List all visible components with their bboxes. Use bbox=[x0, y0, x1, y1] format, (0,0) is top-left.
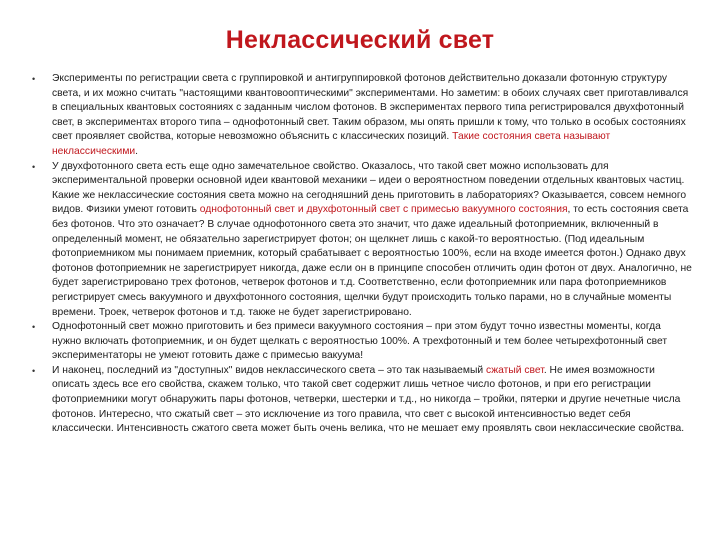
bullet-item-1 bbox=[28, 72, 692, 160]
bullet-item-2 bbox=[28, 160, 692, 321]
highlighted-term: однофотонный свет и двухфотонный свет с примесью вакуумного состояния bbox=[199, 204, 568, 216]
paragraph-text: У двухфотонного света есть еще одно замечательное свойство. Оказалось, что такой свет можно использовать для экспериментальной проверки основной идеи квантовой механики – идеи о вероятностном поведении отдельных квантовых частиц. Какие же неклассические состояния света можно на сегодняшний день приготовить в лабораториях? Оказывается, совсем немного видов. Физики умеют готовить bbox=[52, 160, 687, 216]
bullet-dot-icon: • bbox=[32, 161, 36, 172]
paragraph-text: . bbox=[135, 145, 139, 157]
paragraph-text: Эксперименты по регистрации света с группировкой и антигруппировкой фотонов действительно доказали фотонную структуру света, и их можно считать "настоящими квантовооптическими" экспериментами. Но заметим: в обоих случаях свет приготавливался в специальных квантовых состояниях с заданным числом фотонов. В экспериментах первого типа регистрировался двухфотонный свет, в экспериментах второго типа – однофотонный свет. Таким образом, мы опять пришли к тому, что только в особых состояниях свет проявляет свойства, которые невозможно объяснить с классических позиций. bbox=[52, 73, 689, 143]
slide-title: Неклассический свет bbox=[225, 26, 495, 54]
paragraph-text: , то есть состояния света без фотонов. Что это означает? В случае однофотонного света это значит, что даже идеальный фотоприемник, включенный в определенный момент, не обязательно зарегистрирует фотон; он щелкнет лишь с какой-то вероятностью. (Под идеальным фотоприемником мы понимаем приемник, который срабатывает с вероятностью 100%, если на входе имеется фотон.) Однако двух фотонов фотоприемник не зарегистрирует никогда, даже если он в принципе способен отличить один фотон от двух. Аналогично, не будет зарегистрировано трех фотонов, четверок фотонов и т.д. Соответственно, если фотоприемник или пара фотоприемников регистрирует смесь вакуумного и двухфотонного состояния, щелчки будут происходить только парами, но в случайные моменты времени. Троек, четверок фотонов и т.д. также не будет зарегистрировано. bbox=[52, 204, 692, 318]
paragraph-text: Однофотонный свет можно приготовить и без примеси вакуумного состояния – при этом будут точно известны моменты, когда нужно включать фотоприемник, и он будет щелкать с вероятностью 100%. А трехфотонный и тем более четырехфотонный свет экспериментаторы не умеют готовить даже с примесью вакуума! bbox=[52, 321, 668, 362]
paragraph-text: И наконец, последний из "доступных" видов неклассического света – это так называемый bbox=[52, 364, 486, 376]
bullet-dot-icon: • bbox=[32, 74, 36, 84]
bullet-item-3 bbox=[28, 320, 692, 364]
bullet-item-4 bbox=[28, 364, 692, 437]
highlighted-term: сжатый свет bbox=[485, 364, 544, 376]
highlighted-term: Такие состояния света называют неклассическими bbox=[52, 131, 611, 157]
bullet-dot-icon: • bbox=[32, 322, 36, 333]
bullet-list bbox=[28, 72, 692, 437]
bullet-dot-icon: • bbox=[32, 365, 36, 376]
paragraph-text: . Не имея возможности описать здесь все его свойства, скажем только, что такой свет содержит лишь четное число фотонов, и при его регистрации фотоприемники могут обнаружить пары фотонов, четверки, шестерки и т.д., но никогда – тройки, пятерки и другие нечетные числа фотонов. Интересно, что сжатый свет – это исключение из того правила, что свет с высокой интенсивностью ведет себя классически. Интенсивность сжатого света может быть очень велика, что не мешает ему проявлять свои неклассические свойства. bbox=[52, 364, 685, 435]
